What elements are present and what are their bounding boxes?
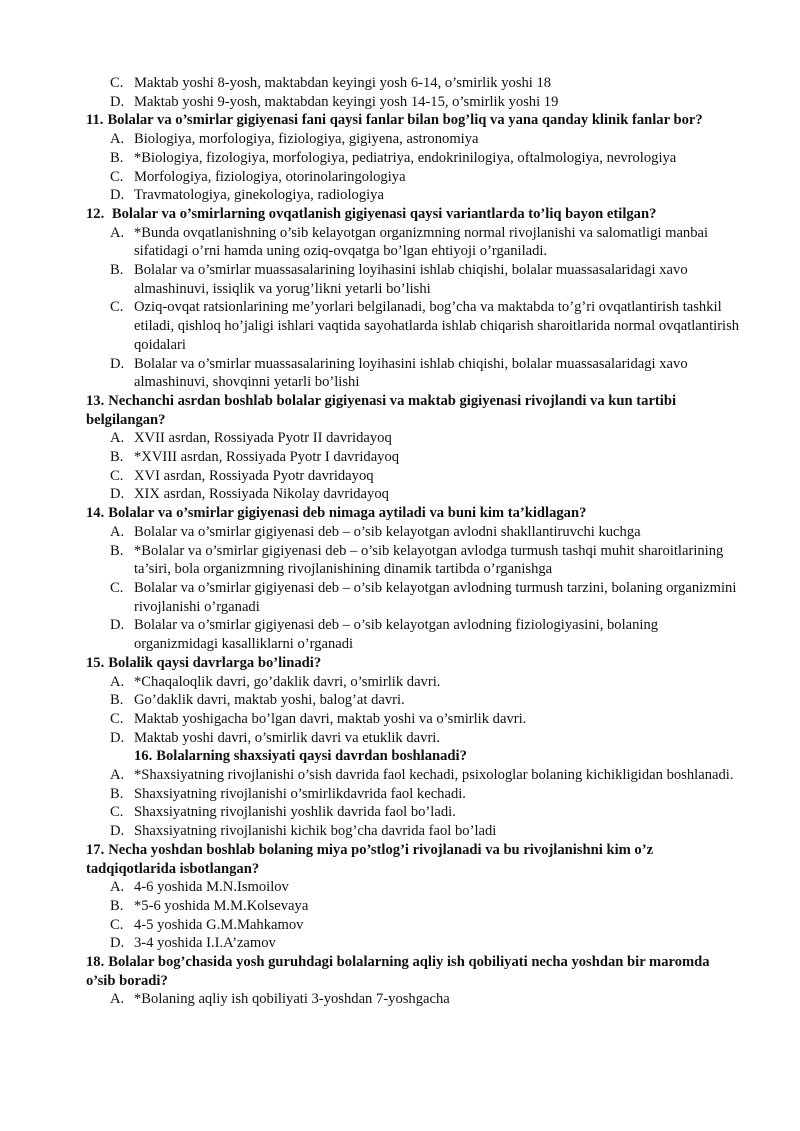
- answer-option: [86, 916, 742, 935]
- question-18: [86, 953, 742, 990]
- option-text: Bolalar va o’smirlar muassasalarining loyihasini ishlab chiqishi, bolalar muassasalaridagi xavo almashinuvi, issiqlik va yorug’likni yetarli bo’lishi: [134, 262, 688, 297]
- option-text: *5-6 yoshida M.M.Kolsevaya: [134, 897, 309, 914]
- answer-option: [86, 729, 742, 748]
- answer-option: [86, 355, 742, 392]
- option-letter: C.: [110, 75, 124, 91]
- option-text: Oziq-ovqat ratsionlarining me’yorlari belgilanadi, bog’cha va maktabda to’g’ri ovqatlantirish tashkil etiladi, qishloq ho’jaligi ishlari vaqtida sayohatlarda ishlab chiqarish sharoitlarida normal ovqatlantirish qoidalari: [134, 299, 740, 353]
- answer-options: [86, 878, 742, 953]
- option-text: XIX asrdan, Rossiyada Nikolay davridayoq: [134, 486, 389, 503]
- answer-option: [86, 224, 742, 261]
- answer-option: [86, 803, 742, 822]
- answer-options: [86, 130, 742, 205]
- answer-options: [86, 990, 742, 1009]
- option-letter: B.: [110, 262, 124, 279]
- option-text: Maktab yoshi davri, o’smirlik davri va etuklik davri.: [134, 729, 441, 746]
- answer-option: [86, 878, 742, 897]
- answer-option: [86, 766, 742, 785]
- option-text: 3-4 yoshida I.I.A’zamov: [134, 935, 276, 952]
- option-letter: B.: [110, 897, 124, 914]
- answer-option: [86, 429, 742, 448]
- option-text: Go’daklik davri, maktab yoshi, balog’at davri.: [134, 692, 405, 709]
- question-15: [86, 654, 742, 673]
- answer-option: [86, 822, 742, 841]
- option-text: *Biologiya, fizologiya, morfologiya, pediatriya, endokrinilogiya, oftalmologiya, nevrologiya: [134, 149, 677, 166]
- option-letter: A.: [110, 523, 125, 540]
- option-letter: C.: [110, 710, 124, 727]
- answer-option: [86, 579, 742, 616]
- answer-option: [86, 785, 742, 804]
- answer-option: [86, 130, 742, 149]
- question-11: [86, 111, 742, 130]
- option-text: Travmatologiya, ginekologiya, radiologiya: [134, 187, 384, 204]
- option-text: Bolalar va o’smirlar gigiyenasi deb – o’sib kelayotgan avlodning fiziologiyasini, bolaning organizmidagi kasalliklarni o’rganadi: [134, 617, 659, 653]
- question-14: [86, 504, 742, 523]
- answer-option: [86, 186, 742, 205]
- option-text: Shaxsiyatning rivojlanishi o’smirlikdavrida faol kechadi.: [134, 785, 466, 802]
- question-text: Bolalar va o’smirlarning ovqatlanish gigiyenasi qaysi variantlarda to’liq bayon etilgan?: [108, 205, 657, 222]
- option-letter: A.: [110, 879, 125, 896]
- question-number: 17.: [86, 841, 105, 858]
- option-letter: D.: [110, 823, 125, 840]
- option-text: 4-6 yoshida M.N.Ismoilov: [134, 879, 289, 896]
- question-12: [86, 205, 742, 224]
- answer-option: [86, 990, 742, 1009]
- option-letter: D.: [110, 935, 125, 952]
- option-letter: C.: [110, 916, 124, 933]
- answer-option: [86, 261, 742, 298]
- answer-options: [86, 523, 742, 654]
- option-letter: D.: [110, 187, 125, 204]
- answer-options: [86, 673, 742, 748]
- option-letter: A.: [110, 767, 125, 784]
- option-letter: A.: [110, 673, 125, 690]
- question-text: Bolalar va o’smirlar gigiyenasi deb nimaga aytiladi va buni kim ta’kidlagan?: [108, 505, 587, 522]
- option-letter: B.: [110, 149, 124, 166]
- option-letter: C.: [110, 299, 124, 316]
- option-text: Maktab yoshi 9-yosh, maktabdan keyingi yosh 14-15, o’smirlik yoshi 19: [134, 93, 559, 110]
- option-text: Morfologiya, fiziologiya, otorinolaringologiya: [134, 168, 406, 185]
- answer-option: [86, 616, 742, 653]
- answer-option: [86, 691, 742, 710]
- option-text: Shaxsiyatning rivojlanishi yoshlik davrida faol bo’ladi.: [134, 804, 456, 821]
- option-letter: C.: [110, 579, 124, 596]
- question-number: 13.: [86, 392, 105, 409]
- option-letter: A.: [110, 991, 125, 1008]
- answer-option: [86, 485, 742, 504]
- question-13: [86, 392, 742, 429]
- answer-option: [86, 93, 742, 112]
- option-text: Bolalar va o’smirlar gigiyenasi deb – o’sib kelayotgan avlodning turmush tarzini, bolaning organizmini rivojlanishi o’rganadi: [134, 579, 737, 615]
- option-letter: D.: [110, 355, 125, 372]
- option-letter: C.: [110, 804, 124, 821]
- option-letter: A.: [110, 224, 125, 241]
- answer-option: [86, 467, 742, 486]
- option-letter: B.: [110, 542, 124, 559]
- answer-option: [86, 542, 742, 579]
- answer-option: [86, 298, 742, 354]
- option-text: XVII asrdan, Rossiyada Pyotr II davridayoq: [134, 430, 392, 447]
- option-text: *Bolaning aqliy ish qobiliyati 3-yoshdan 7-yoshgacha: [134, 991, 450, 1008]
- question-text: Bolalar va o’smirlar gigiyenasi fani qaysi fanlar bilan bog’liq va yana qanday klinik fanlar bor?: [107, 112, 703, 129]
- question-16: [86, 747, 742, 766]
- option-text: *Bunda ovqatlanishning o’sib kelayotgan organizmning normal rivojlanishi va salomatligi manbai sifatidagi o’rni hamda uning oziq-ovqatga bo’lgan ehtiyoji o’rganiladi.: [134, 224, 709, 260]
- option-letter: C.: [110, 168, 124, 185]
- option-text: XVI asrdan, Rossiyada Pyotr davridayoq: [134, 467, 374, 484]
- option-letter: C.: [110, 467, 124, 484]
- question-number: 11.: [86, 112, 104, 129]
- answer-option: [86, 168, 742, 187]
- option-letter: D.: [110, 617, 125, 634]
- answer-options: [86, 766, 742, 841]
- question-number: 14.: [86, 505, 105, 522]
- question-number: 12.: [86, 205, 105, 222]
- answer-option: [86, 897, 742, 916]
- option-text: Maktab yoshigacha bo’lgan davri, maktab yoshi va o’smirlik davri.: [134, 710, 527, 727]
- option-letter: B.: [110, 449, 124, 466]
- option-text: *Chaqaloqlik davri, go’daklik davri, o’smirlik davri.: [134, 673, 441, 690]
- question-text: Bolalarning shaxsiyati qaysi davrdan boshlanadi?: [156, 748, 467, 765]
- option-text: *XVIII asrdan, Rossiyada Pyotr I davridayoq: [134, 449, 400, 466]
- option-text: *Bolalar va o’smirlar gigiyenasi deb – o’sib kelayotgan avlodga turmush tashqi muhit sharoitlarining ta’siri, bola organizmning rivojlanishining dinamik tartibda o’rganishga: [134, 542, 724, 578]
- question-number: 16.: [134, 748, 153, 765]
- option-text: Shaxsiyatning rivojlanishi kichik bog’cha davrida faol bo’ladi: [134, 823, 497, 840]
- question-text: Necha yoshdan boshlab bolaning miya po’stlog’i rivojlanadi va bu rivojlanishni kim o’z tadqiqotlarida isbotlangan?: [86, 841, 654, 877]
- question-text: Nechanchi asrdan boshlab bolalar gigiyenasi va maktab gigiyenasi rivojlandi va kun tartibi belgilangan?: [86, 392, 677, 428]
- option-letter: B.: [110, 692, 124, 709]
- answer-options: [86, 429, 742, 504]
- option-text: Maktab yoshi 8-yosh, maktabdan keyingi yosh 6-14, o’smirlik yoshi 18: [134, 75, 552, 91]
- option-letter: D.: [110, 486, 125, 503]
- option-text: Biologiya, morfologiya, fiziologiya, gigiyena, astronomiya: [134, 131, 479, 148]
- option-letter: D.: [110, 93, 125, 110]
- question-number: 15.: [86, 654, 105, 671]
- answer-option: [86, 74, 742, 93]
- question-text: Bolalar bog’chasida yosh guruhdagi bolalarning aqliy ish qobiliyati necha yoshdan bir maromda o’sib boradi?: [86, 954, 710, 989]
- answer-option: [86, 149, 742, 168]
- question-number: 18.: [86, 954, 105, 971]
- option-letter: D.: [110, 729, 125, 746]
- answer-option: [86, 448, 742, 467]
- answer-options: [86, 74, 742, 111]
- option-text: Bolalar va o’smirlar muassasalarining loyihasini ishlab chiqishi, bolalar muassasalaridagi xavo almashinuvi, shovqinni yetarli bo’lishi: [134, 355, 688, 391]
- answer-option: [86, 673, 742, 692]
- answer-option: [86, 934, 742, 953]
- question-17: [86, 841, 742, 878]
- option-text: *Shaxsiyatning rivojlanishi o’sish davrida faol kechadi, psixologlar bolaning kichikligidan boshlanadi.: [134, 767, 734, 784]
- question-text: Bolalik qaysi davrlarga bo’linadi?: [108, 654, 322, 671]
- answer-option: [86, 710, 742, 729]
- option-letter: A.: [110, 430, 125, 447]
- answer-option: [86, 523, 742, 542]
- option-letter: B.: [110, 785, 124, 802]
- option-text: Bolalar va o’smirlar gigiyenasi deb – o’sib kelayotgan avlodni shakllantiruvchi kuchga: [134, 523, 641, 540]
- option-text: 4-5 yoshida G.M.Mahkamov: [134, 916, 304, 933]
- answer-options: [86, 224, 742, 392]
- option-letter: A.: [110, 131, 125, 148]
